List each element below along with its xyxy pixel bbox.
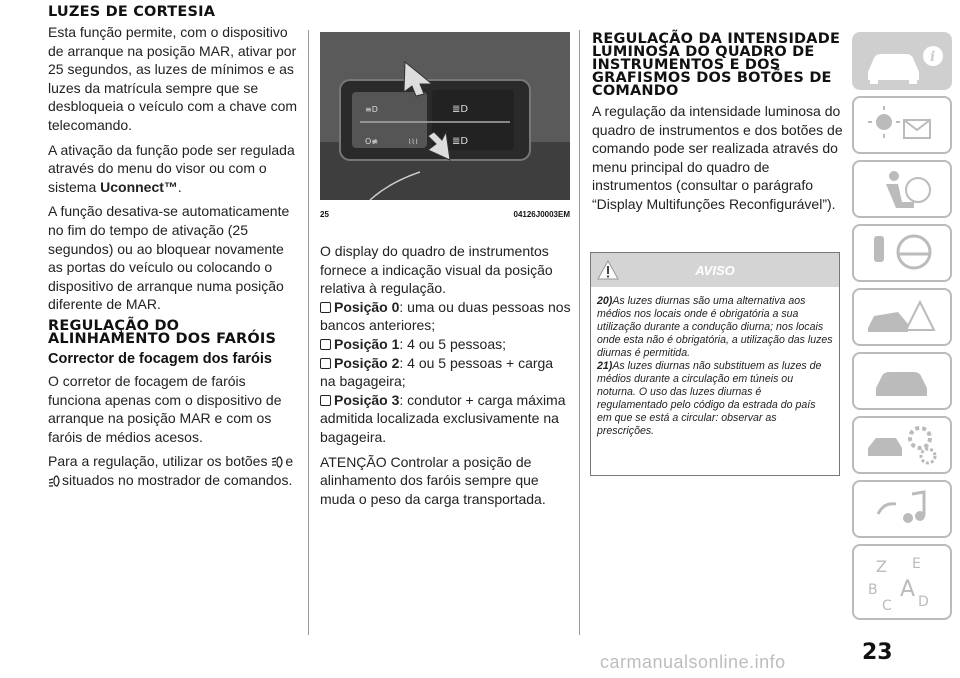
sidebar-tab-car-info[interactable] [852, 32, 952, 90]
sidebar-tab-starting[interactable] [852, 224, 952, 282]
checkbox-icon [320, 358, 331, 369]
warning-box [590, 252, 840, 476]
svg-text:C: C [882, 598, 892, 614]
paragraph: A função desativa-se automaticamente no fim do tempo de ativação (25 segundos) ou ao bloquear novamente as portas do veículo ou colocando o dispositivo de arranque numa posição diferente de MAR. [48, 203, 290, 313]
paragraph: O corretor de focagem de faróis funciona apenas com o dispositivo de arranque na posição MAR e com os faróis de médios acesos. [48, 372, 282, 445]
steering-key-icon [854, 226, 950, 280]
dashboard-controls-photo [320, 32, 570, 200]
heading-intensidade: REGULAÇÃO DA INTENSIDADE LUMINOSA DO QUADRO DE INSTRUMENTOS E DOS GRAFISMOS DOS BOTÕES DE COMANDO [592, 31, 841, 99]
svg-text:Z: Z [876, 557, 887, 576]
heading-alinhamento: REGULAÇÃO DO ALINHAMENTO DOS FARÓIS [48, 317, 277, 347]
list-item: Posição 2: 4 ou 5 pessoas + carga na bagageira; [320, 354, 554, 390]
list-item: Posição 3: condutor + carga máxima admitida localizada exclusivamente na bagageira. [320, 391, 566, 445]
paragraph-atencao: ATENÇÃO Controlar a posição de alinhamento dos faróis sempre que muda o peso da carga transportada. [320, 453, 546, 507]
list-item: Posição 0: uma ou duas pessoas nos bancos anteriores; [320, 298, 571, 334]
svg-text:D: D [918, 594, 929, 610]
svg-text:i: i [930, 49, 936, 65]
car-crash-icon [854, 290, 950, 344]
car-icon [854, 354, 950, 408]
svg-text:O≢: O≢ [365, 137, 378, 146]
sidebar-tab-technical[interactable] [852, 416, 952, 474]
column-1 [48, 6, 300, 495]
multimedia-icon [854, 482, 950, 536]
paragraph: Esta função permite, com o dispositivo de arranque na posição MAR, ativar por 25 segundos, as luzes de mínimos e as luzes da matrícula sempre que se desbloqueia o veículo com a chave com telecomando. [48, 24, 298, 133]
headlight-down-icon [48, 473, 62, 489]
figure-caption: 25 04126J0003EM [320, 210, 570, 219]
paragraph: Para a regulação, utilizar os botões esituados no mostrador de comandos. [48, 453, 294, 488]
svg-text:E: E [912, 556, 921, 572]
headlight-up-icon [271, 454, 285, 470]
uconnect-label: Uconnect™ [100, 178, 178, 195]
photo-illustration [320, 32, 570, 200]
warning-title: AVISO [695, 263, 735, 278]
heading-luzes-cortesia: LUZES DE CORTESIA [48, 4, 216, 20]
sidebar-tab-multimedia[interactable] [852, 480, 952, 538]
sidebar-tab-lights[interactable] [852, 96, 952, 154]
subheading-corrector: Corrector de focagem dos faróis [48, 350, 272, 367]
warning-header [591, 253, 839, 287]
checkbox-icon [320, 339, 331, 350]
checkbox-icon [320, 395, 331, 406]
column-divider [308, 30, 309, 635]
warning-lights-icon [854, 98, 950, 152]
svg-text:≣D: ≣D [452, 136, 469, 147]
svg-text:⌇⌇⌇: ⌇⌇⌇ [408, 138, 419, 146]
sidebar-tab-maintenance[interactable] [852, 352, 952, 410]
sidebar-tab-index[interactable] [852, 544, 952, 620]
sidebar-tab-emergency[interactable] [852, 288, 952, 346]
list-item: Posição 1: 4 ou 5 pessoas; [320, 335, 572, 354]
svg-text:A: A [900, 577, 916, 602]
svg-text:≡D: ≡D [365, 105, 378, 114]
paragraph: O display do quadro de instrumentos fornece a indicação visual da posição relativa à regulação. [320, 243, 553, 297]
sidebar-tab-safety[interactable] [852, 160, 952, 218]
checkbox-icon [320, 302, 331, 313]
page-number: 23 [862, 640, 893, 665]
car-info-icon [854, 34, 954, 92]
paragraph: A ativação da função pode ser regulada através do menu do visor ou com o sistema Uconnect™. [48, 141, 295, 195]
note-21: 21)As luzes diurnas não substituem as luzes de médios durante a circulação em túneis ou noturna. O uso das luzes diurnas é regulamentado pelo código da estrada do país em que se está a circular: observar as prescrições. [597, 360, 822, 437]
column-2 [320, 242, 572, 514]
index-letters-icon [854, 546, 950, 618]
warning-body [591, 287, 839, 438]
note-20: 20)As luzes diurnas são uma alternativa aos médios nos locais onde é obrigatória a sua utilização durante a condução diurna; nos locais onde esta não é obrigatória, a utilização das luzes diurnas é permitida. [597, 295, 833, 359]
column-divider [579, 30, 580, 635]
settings-gears-icon [854, 418, 950, 472]
column-3 [592, 33, 844, 220]
paragraph: A regulação da intensidade luminosa do quadro de instrumentos e dos botões de comando pode ser realizada através do menu principal do quadro de instrumentos (consultar o parágrafo “Display Multifunções Reconfigurável”). [592, 103, 843, 212]
airbag-seat-icon [854, 162, 950, 216]
watermark: carmanualsonline.info [600, 652, 786, 672]
svg-text:≣D: ≣D [452, 104, 469, 115]
svg-text:B: B [868, 582, 878, 598]
